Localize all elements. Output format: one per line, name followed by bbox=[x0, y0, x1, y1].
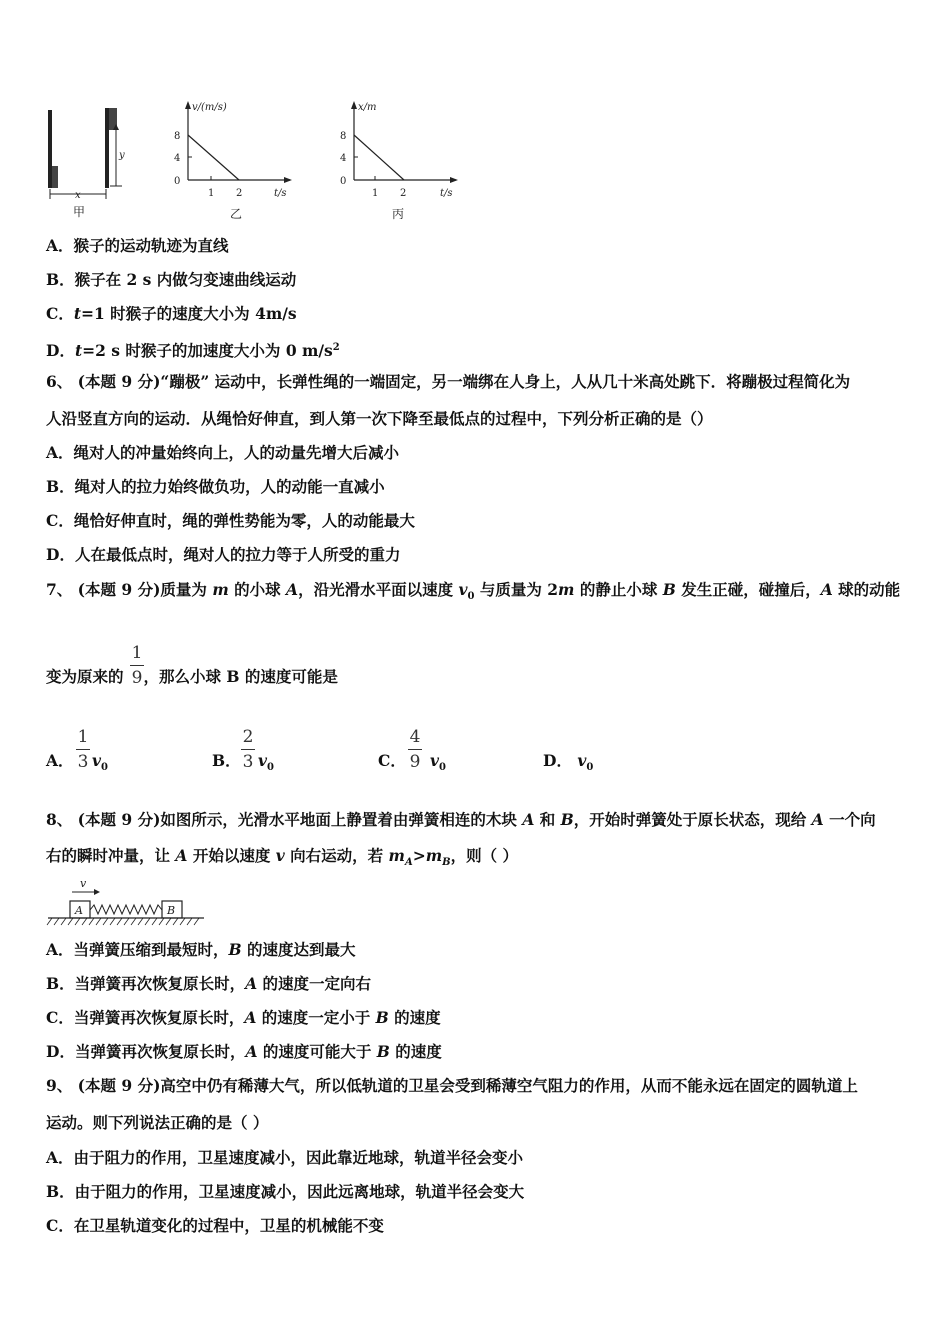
figure-bing bbox=[334, 96, 464, 222]
q7-option-a-v: $v_0$ bbox=[92, 751, 108, 774]
yi-tick-0: 0 bbox=[174, 176, 181, 187]
yi-tick-2: 2 bbox=[236, 188, 243, 199]
q6-stem-line1: 6、 (本题 9 分)“蹦极” 运动中，长弹性绳的一端固定，另一端绑在人身上，人从几十米高处跳下．将蹦极过程简化为 bbox=[46, 372, 851, 391]
spring-blocks-figure bbox=[44, 876, 214, 928]
bing-tick-0: 0 bbox=[340, 176, 347, 187]
q7-option-a-fraction: 1 3 bbox=[77, 727, 89, 772]
q5-option-d: D．t=2 s 时猴子的加速度大小为 0 $m/s^2$ bbox=[46, 341, 340, 361]
q7-option-b-label: B． bbox=[212, 751, 241, 770]
q7-option-a-label: A． bbox=[46, 751, 74, 770]
figure-jia bbox=[40, 100, 140, 222]
q8-option-c: C．当弹簧再次恢复原长时，A 的速度一定小于 B 的速度 bbox=[46, 1008, 441, 1027]
q7-option-b-fraction: 2 3 bbox=[242, 727, 254, 772]
q7-option-d: D． $v_0$ bbox=[543, 751, 594, 774]
yi-tick-4: 4 bbox=[174, 153, 181, 164]
jia-y-label: y bbox=[119, 150, 125, 161]
q7-stem-line1: 7、 (本题 9 分)质量为 m 的小球 A，沿光滑水平面以速度 $v_0$ 与质量为 2m 的静止小球 B 发生正碰，碰撞后，A 球的动能 bbox=[46, 580, 901, 603]
q7-fraction-one-ninth: 1 9 bbox=[131, 643, 143, 688]
q9-option-b: B．由于阻力的作用，卫星速度减小，因此远离地球，轨道半径会变大 bbox=[46, 1182, 525, 1201]
q6-option-b: B．绳对人的拉力始终做负功，人的动能一直减小 bbox=[46, 477, 385, 496]
yi-line bbox=[188, 135, 239, 180]
bing-tick-2: 2 bbox=[400, 188, 407, 199]
block-b-label: B bbox=[167, 904, 176, 917]
bing-line bbox=[354, 135, 404, 180]
yi-label: 乙 bbox=[230, 207, 243, 221]
q9-stem-line2: 运动。则下列说法正确的是（ ） bbox=[46, 1113, 269, 1132]
q8-option-a: A．当弹簧压缩到最短时，B 的速度达到最大 bbox=[46, 940, 356, 959]
jia-label: 甲 bbox=[73, 205, 86, 219]
block-a-label: A bbox=[75, 904, 83, 917]
bing-tick-4: 4 bbox=[340, 153, 347, 164]
q7-option-b-v: $v_0$ bbox=[258, 751, 274, 774]
q8-option-b: B．当弹簧再次恢复原长时，A 的速度一定向右 bbox=[46, 974, 372, 993]
q6-option-d: D．人在最低点时，绳对人的拉力等于人所受的重力 bbox=[46, 545, 401, 564]
bing-tick-8: 8 bbox=[340, 131, 347, 142]
jia-x-label: x bbox=[75, 190, 81, 201]
figure-yi bbox=[168, 96, 298, 222]
q6-option-a: A．绳对人的冲量始终向上，人的动量先增大后减小 bbox=[46, 443, 400, 462]
spring bbox=[90, 905, 162, 914]
q9-option-a: A．由于阻力的作用，卫星速度减小，因此靠近地球，轨道半径会变小 bbox=[46, 1148, 524, 1167]
q5-option-a: A．猴子的运动轨迹为直线 bbox=[46, 236, 229, 255]
bing-label: 丙 bbox=[392, 207, 405, 221]
q6-stem-line2: 人沿竖直方向的运动．从绳恰好伸直，到人第一次下降至最低点的过程中，下列分析正确的是（） bbox=[46, 409, 713, 428]
bing-axis-t: t/s bbox=[440, 188, 453, 199]
q8-stem-line2: 右的瞬时冲量，让 A 开始以速度 v 向右运动，若 $m_A>m_B$，则（ ） bbox=[46, 846, 518, 869]
velocity-label: v bbox=[80, 877, 87, 890]
q9-option-c: C．在卫星轨道变化的过程中，卫星的机械能不变 bbox=[46, 1216, 384, 1235]
q7-stem-line2: 变为原来的 ，那么小球 B 的速度可能是 bbox=[46, 667, 338, 686]
q7-option-c-label: C． bbox=[378, 751, 406, 770]
bing-axis-y: x/m bbox=[358, 102, 377, 113]
bing-tick-1: 1 bbox=[372, 188, 379, 199]
yi-axis-y: v/(m/s) bbox=[192, 102, 227, 113]
q6-option-c: C．绳恰好伸直时，绳的弹性势能为零，人的动能最大 bbox=[46, 511, 415, 530]
q8-stem-line1: 8、 (本题 9 分)如图所示，光滑水平地面上静置着由弹簧相连的木块 A 和 B，开始时弹簧处于原长状态，现给 A 一个向 bbox=[46, 810, 876, 829]
q8-option-d: D．当弹簧再次恢复原长时，A 的速度可能大于 B 的速度 bbox=[46, 1042, 442, 1061]
q5-option-b: B．猴子在 2 s 内做匀变速曲线运动 bbox=[46, 270, 297, 289]
yi-axis-t: t/s bbox=[274, 188, 287, 199]
yi-tick-8: 8 bbox=[174, 131, 181, 142]
q9-stem-line1: 9、 (本题 9 分)高空中仍有稀薄大气，所以低轨道的卫星会受到稀薄空气阻力的作用，从而不能永远在固定的圆轨道上 bbox=[46, 1076, 858, 1095]
q7-option-c-v: $v_0$ bbox=[430, 751, 446, 774]
q7-option-c-fraction: 4 9 bbox=[409, 727, 421, 772]
yi-tick-1: 1 bbox=[208, 188, 215, 199]
q5-option-c: C．t=1 时猴子的速度大小为 4m/s bbox=[46, 304, 297, 323]
